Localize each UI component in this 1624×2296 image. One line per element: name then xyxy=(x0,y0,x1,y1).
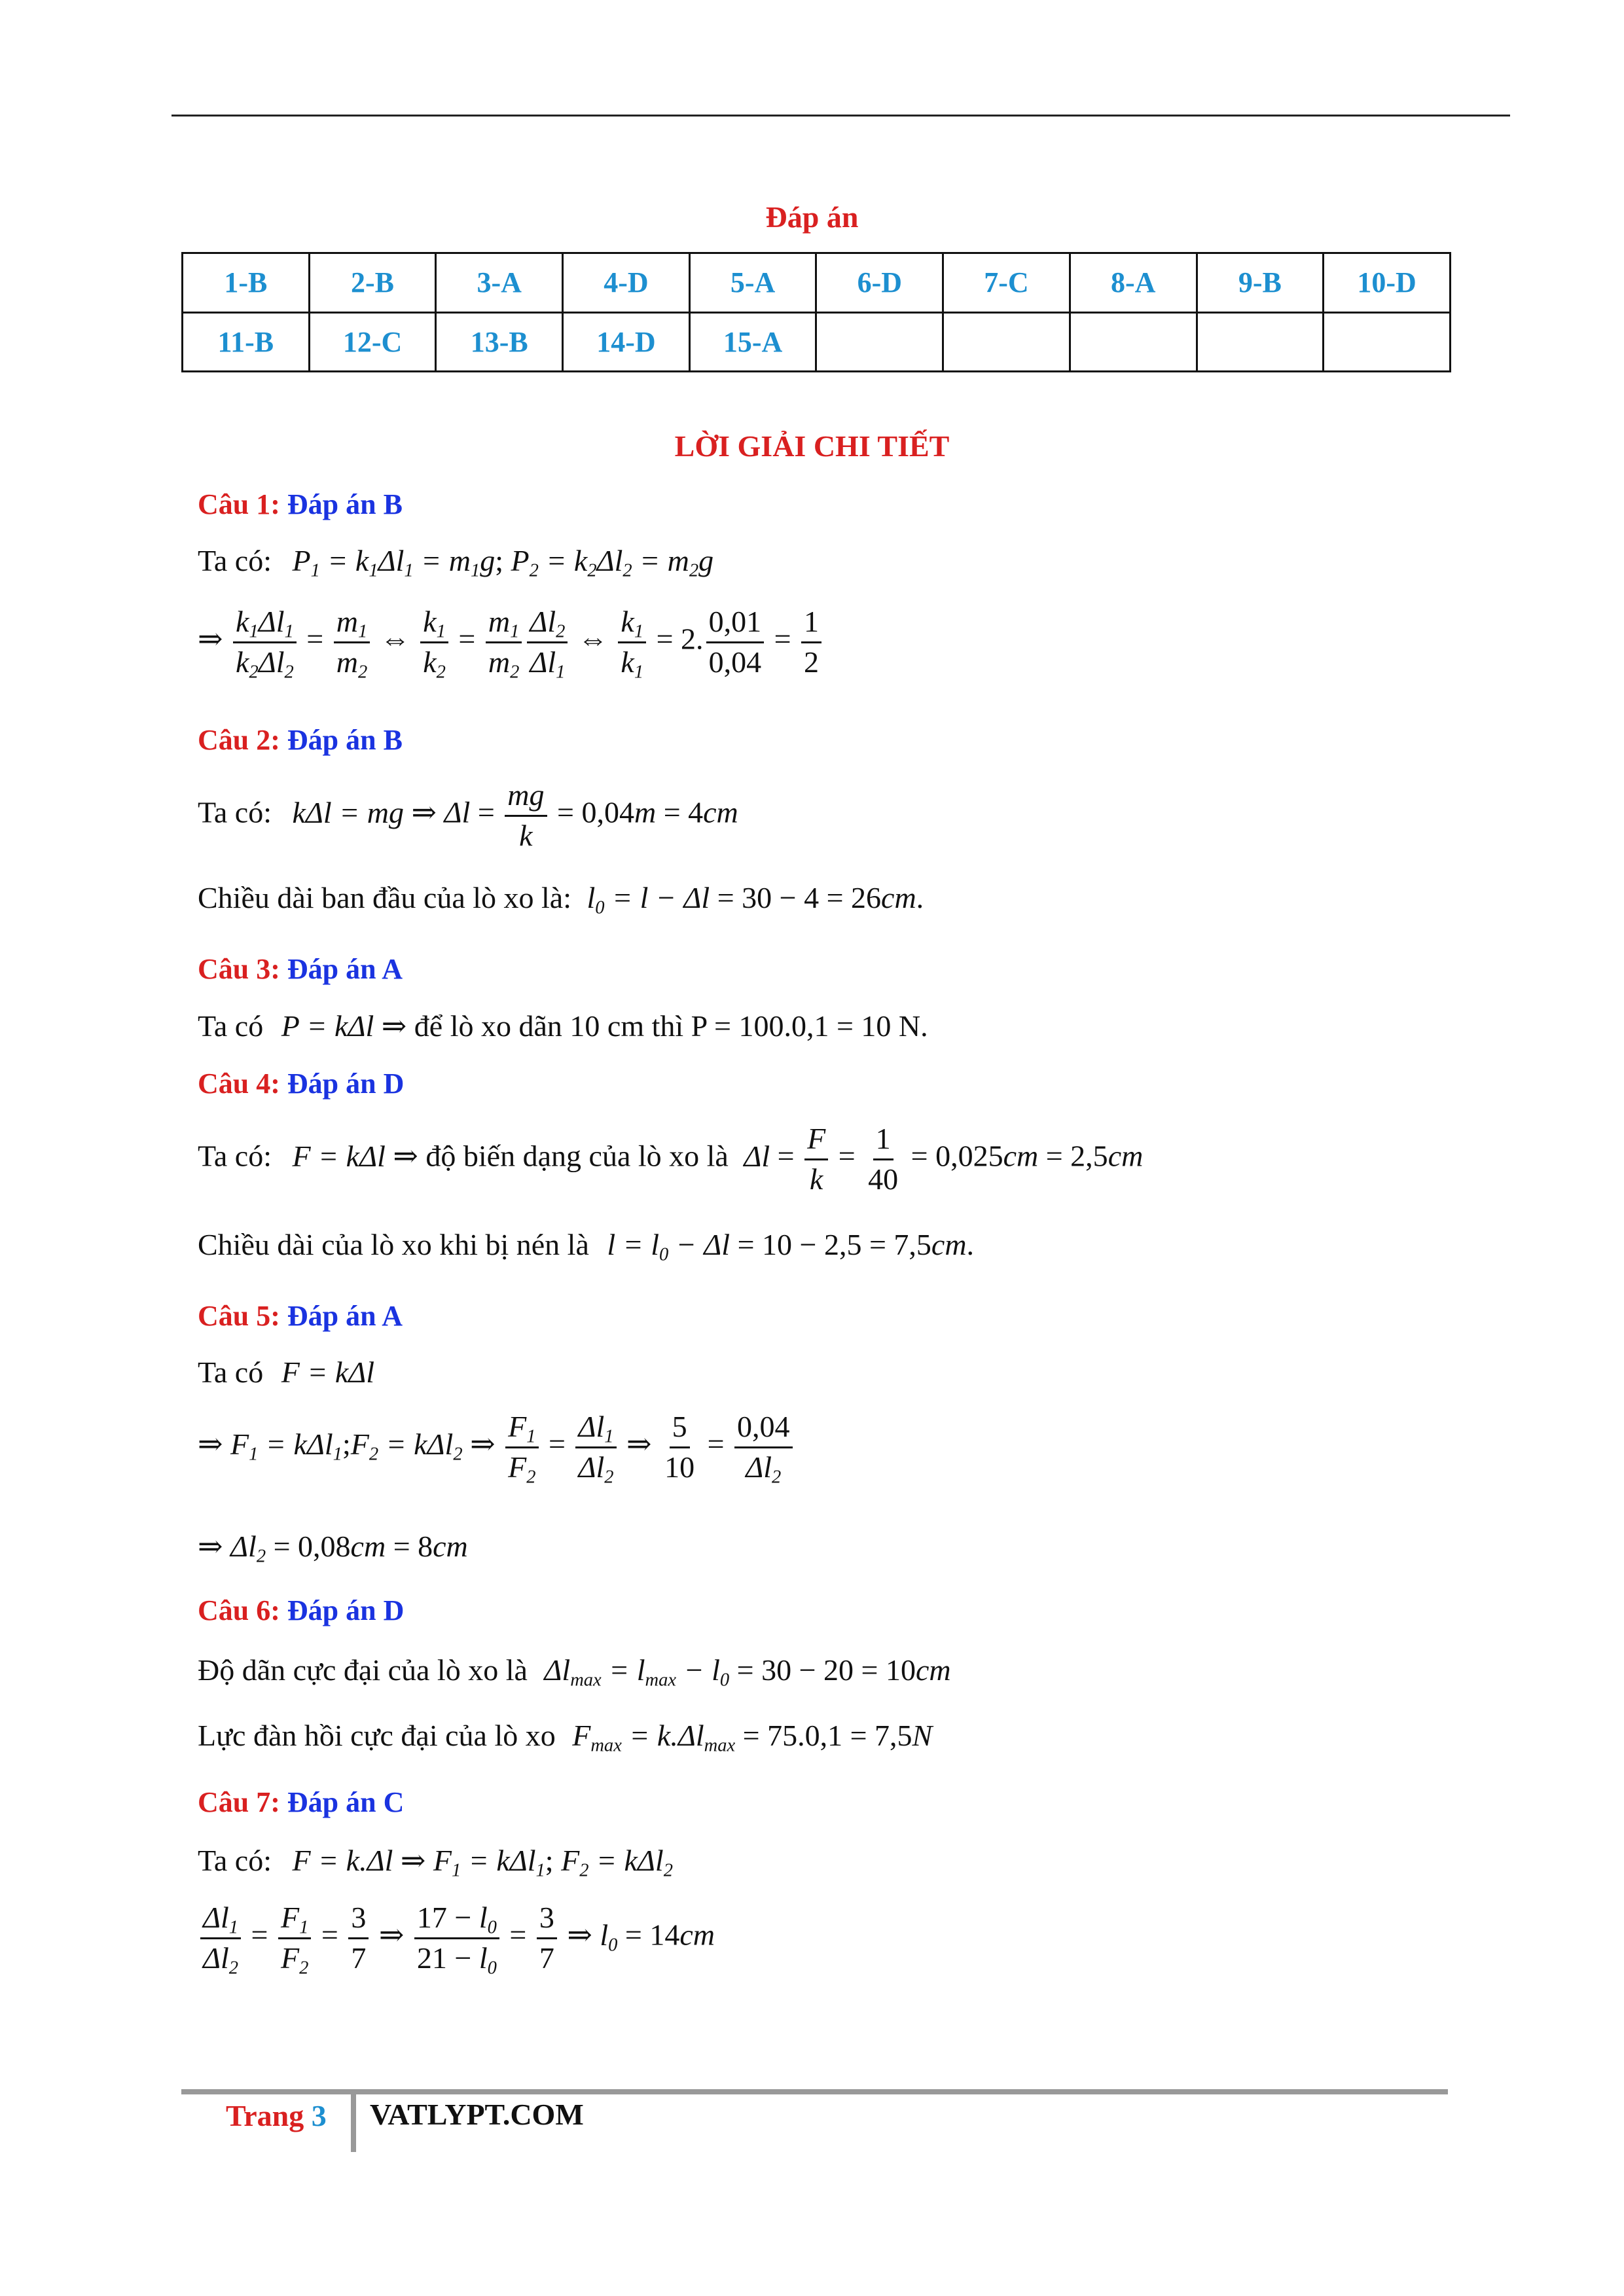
q2-text2: Chiều dài ban đầu của lò xo là: xyxy=(198,881,572,914)
q4-formula: Ta có: F = kΔl ⇒ độ biến dạng của lò xo là Δl = $\frac{F}{k}$ = $\frac{1}{40}$ = 0,025cm = 2,5cm xyxy=(198,1122,1144,1196)
answer-cell: 3-A xyxy=(436,253,563,313)
answer-cell: 12-C xyxy=(309,312,436,372)
answer-cell: 9-B xyxy=(1197,253,1324,313)
answer-cell xyxy=(816,312,943,372)
q6-text2: Lực đàn hồi cực đại của lò xo xyxy=(198,1719,556,1752)
q4-text: độ biến dạng của lò xo là xyxy=(425,1139,729,1173)
answer-cell xyxy=(1197,312,1324,372)
q4-intro: Ta có: xyxy=(198,1139,272,1173)
q4-heading xyxy=(198,1067,404,1100)
q1-answer: Đáp án B xyxy=(287,488,403,520)
q1-intro: Ta có: xyxy=(198,544,272,577)
answer-key-title: Đáp án xyxy=(765,200,859,234)
q5-result: ⇒ $\Delta l_2 = 0,08cm = 8cm$ xyxy=(198,1530,468,1567)
q6-label: Câu 6: xyxy=(198,1594,280,1626)
q3-heading xyxy=(198,952,403,986)
answer-row-1 xyxy=(183,253,1451,313)
answer-cell: 10-D xyxy=(1324,253,1451,313)
q3-text: để lò xo dãn 10 cm thì P = 100.0,1 = 10 N. xyxy=(414,1009,928,1043)
answer-cell: 14-D xyxy=(563,312,690,372)
q1-heading xyxy=(198,488,403,521)
footer-page-label: Trang xyxy=(226,2099,304,2132)
q3-answer: Đáp án A xyxy=(287,953,403,985)
footer-divider xyxy=(351,2093,356,2152)
q7-label: Câu 7: xyxy=(198,1786,280,1818)
q3-line: Ta có P = kΔl ⇒ để lò xo dãn 10 cm thì P = 100.0,1 = 10 N. xyxy=(198,1009,928,1043)
q3-label: Câu 3: xyxy=(198,953,280,985)
q2-answer: Đáp án B xyxy=(287,724,403,756)
solutions-title: LỜI GIẢI CHI TIẾT xyxy=(674,429,950,463)
q4-label: Câu 4: xyxy=(198,1067,280,1100)
q2-line2: Chiều dài ban đầu của lò xo là: $l_0 = l - \Delta l = 30 - 4 = 26cm$. xyxy=(198,881,924,918)
q6-answer: Đáp án D xyxy=(287,1594,405,1626)
answer-cell: 6-D xyxy=(816,253,943,313)
q5-answer: Đáp án A xyxy=(287,1300,403,1332)
answer-cell: 2-B xyxy=(309,253,436,313)
q2-label: Câu 2: xyxy=(198,724,280,756)
answer-cell xyxy=(1324,312,1451,372)
q4-text2: Chiều dài của lò xo khi bị nén là xyxy=(198,1228,589,1261)
q1-label: Câu 1: xyxy=(198,488,280,520)
q4-answer: Đáp án D xyxy=(287,1067,405,1100)
q1-line1: Ta có: $P_1 = k_1\Delta l_1 = m_1g$; $P_2 = k_2\Delta l_2 = m_2g$ xyxy=(198,544,714,581)
q5-label: Câu 5: xyxy=(198,1300,280,1332)
answer-cell: 11-B xyxy=(183,312,310,372)
q5-line1: Ta có F = kΔl xyxy=(198,1355,375,1389)
answer-row-2 xyxy=(183,312,1451,372)
answer-cell: 13-B xyxy=(436,312,563,372)
q6-text1: Độ dãn cực đại của lò xo là xyxy=(198,1653,528,1687)
footer-site: VATLYPT.COM xyxy=(370,2098,584,2131)
q6-line2: Lực đàn hồi cực đại của lò xo $F_{max} = k.\Delta l_{max} = 75.0,1 = 7,5N$ xyxy=(198,1719,933,1756)
q4-line2: Chiều dài của lò xo khi bị nén là $l = l_0 - \Delta l = 10 - 2,5 = 7,5cm$. xyxy=(198,1228,975,1265)
q3-intro: Ta có xyxy=(198,1009,264,1043)
q1-formula: ⇒ $\frac{k_1\Delta l_1}{k_2\Delta l_2}$ = $\frac{m_1}{m_2}$ ⇔ $\frac{k_1}{k_2}$ = $\frac{m_1}{m_2}$ $\frac{\Delta l_2}{\Delta l_1}$ ⇔ $\frac{k_1}{k_1}$ = 2. $\frac{0,01}{0,04}$ = $\frac{1}{2}$ xyxy=(198,605,824,679)
q7-heading xyxy=(198,1785,404,1819)
answer-key-table xyxy=(181,252,1451,372)
footer-page-number: 3 xyxy=(311,2099,327,2132)
header-rule xyxy=(171,115,1510,117)
answer-cell: 4-D xyxy=(563,253,690,313)
answer-cell xyxy=(943,312,1070,372)
q5-intro: Ta có xyxy=(198,1355,264,1389)
answer-cell: 5-A xyxy=(689,253,816,313)
answer-cell: 15-A xyxy=(689,312,816,372)
footer-page xyxy=(226,2098,327,2133)
q5-heading xyxy=(198,1299,403,1333)
q6-line1: Độ dãn cực đại của lò xo là $\Delta l_{max} = l_{max} - l_0 = 30 - 20 = 10cm$ xyxy=(198,1653,951,1691)
answer-cell xyxy=(1070,312,1197,372)
q2-heading xyxy=(198,723,403,757)
q7-answer: Đáp án C xyxy=(287,1786,405,1818)
q6-heading xyxy=(198,1594,404,1627)
q7-line1: Ta có: F = k.Δl ⇒ $F_1 = k\Delta l_1$; $F_2 = k\Delta l_2$ xyxy=(198,1844,673,1881)
q2-intro: Ta có: xyxy=(198,795,272,829)
answer-cell: 8-A xyxy=(1070,253,1197,313)
q2-formula: Ta có: kΔl = mg ⇒ Δl = $\frac{mg}{k}$ = 0,04m = 4cm xyxy=(198,778,738,852)
answer-cell: 1-B xyxy=(183,253,310,313)
answer-cell: 7-C xyxy=(943,253,1070,313)
footer-rule xyxy=(181,2089,1448,2094)
q5-formula: ⇒ $F_1$ = $k\Delta l_1;F_2 = k\Delta l_2$ ⇒ $\frac{F_1}{F_2}$ = $\frac{\Delta l_1}{\Delta l_2}$ ⇒ $\frac{5}{10}$ = $\frac{0,04}{\Delta l_2}$ xyxy=(198,1410,795,1484)
q7-intro: Ta có: xyxy=(198,1844,272,1877)
q7-formula: $\frac{\Delta l_1}{\Delta l_2}$ = $\frac{F_1}{F_2}$ = $\frac{3}{7}$ ⇒ $\frac{17 - l_0}{21 - l_0}$ = $\frac{3}{7}$ ⇒ $l_0 = 14cm$ xyxy=(198,1901,715,1975)
